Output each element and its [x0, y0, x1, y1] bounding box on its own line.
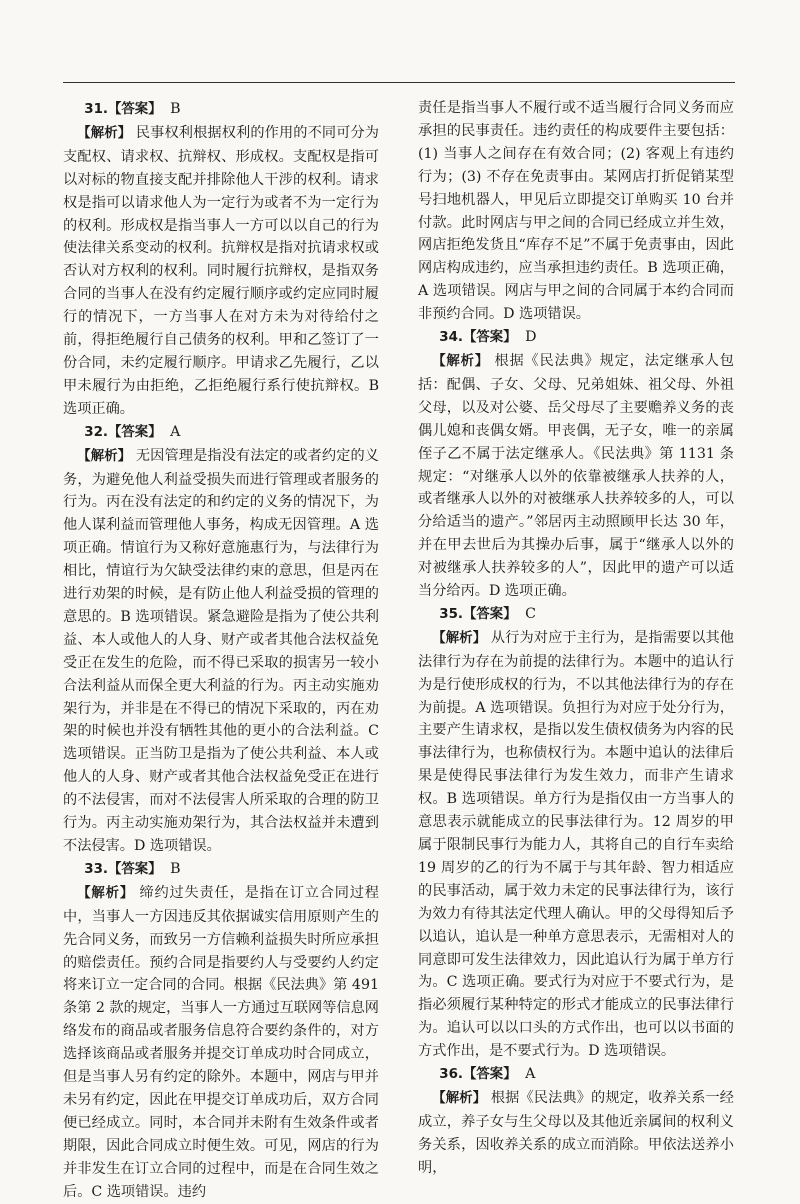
answer-35: [418, 603, 734, 627]
explanation-label: 【解析】: [432, 1090, 487, 1106]
answer-value: A: [525, 1066, 536, 1083]
explanation-32: [63, 445, 379, 858]
answer-34: [418, 326, 734, 350]
explanation-33: [63, 882, 379, 1204]
explanation-text: 根据《民法典》规定，法定继承人包括：配偶、子女、父母、兄弟姐妹、祖父母、外祖父母，以及对公婆、岳父母尽了主要赡养义务的丧偶儿媳和丧偶女婿。甲丧偶，无子女，唯一的亲属侄子乙不属于法定继承人。《民法典》第 1131 条规定：“对继承人以外的依靠被继承人扶养的人，或者继承人以外的对被继承人扶养较多的人，可以分给适当的遗产。”邻居丙主动照顾甲长达 30 年，并在甲去世后为其操办后事，属于“继承人以外的对被继承人扶养较多的人”，因此甲的遗产可以适当分给丙。D 选项正确。: [418, 352, 734, 600]
answer-33: [63, 858, 379, 882]
explanation-text: 无因管理是指没有法定的或者约定的义务，为避免他人利益受损失而进行管理或者服务的行为。丙在没有法定的和约定的义务的情况下，为他人谋利益而管理他人事务，构成无因管理。A 选项正确。情谊行为又称好意施惠行为，与法律行为相比，情谊行为欠缺受法律约束的意思，但是丙在进行劝架的时候，是有防止他人利益受损的管理的意思的。B 选项错误。紧急避险是指为了使公共利益、本人或他人的人身、财产或者其他合法权益免受正在发生的危险，而不得已采取的损害另一较小合法利益从而保全更大利益的行为。丙主动实施劝架行为，并非是在不得已的情况下采取的，丙在劝架的时候也并没有牺牲其他的更小的合法利益。C 选项错误。正当防卫是指为了使公共利益、本人或他人的人身、财产或者其他合法权益免受正在进行的不法侵害，而对不法侵害人所采取的合理的防卫行为。丙主动实施劝架行为，其合法权益并未遭到不法侵害。D 选项错误。: [63, 447, 379, 854]
answer-label: 36.【答案】: [439, 1067, 517, 1083]
answer-label: 35.【答案】: [439, 606, 517, 622]
explanation-text: 根据《民法典》的规定，收养关系一经成立，养子女与生父母以及其他近亲属间的权利义务关系，因收养关系的成立而消除。甲依法送养小明，: [418, 1089, 734, 1176]
answer-31: [63, 98, 379, 122]
header-rule: [63, 82, 735, 83]
explanation-label: 【解析】: [77, 448, 132, 464]
explanation-label: 【解析】: [432, 630, 487, 646]
answer-label: 31.【答案】: [84, 102, 162, 117]
answer-36: [418, 1063, 734, 1087]
answer-label: 33.【答案】: [84, 861, 162, 877]
answer-value: C: [525, 605, 536, 622]
explanation-label: 【解析】: [77, 125, 132, 141]
answer-value: D: [525, 329, 537, 346]
answer-32: [63, 421, 379, 445]
explanation-label: 【解析】: [77, 885, 135, 901]
explanation-label: 【解析】: [432, 353, 490, 369]
answer-value: A: [170, 423, 181, 440]
explanation-36: [418, 1087, 734, 1180]
explanation-31: [63, 122, 379, 421]
explanation-34: [418, 350, 734, 603]
answer-label: 32.【答案】: [84, 424, 162, 440]
left-column: [63, 98, 379, 1200]
explanation-33-continued: 责任是指当事人不履行或不适当履行合同义务而应承担的民事责任。违约责任的构成要件主要包括：(1) 当事人之间存在有效合同；(2) 客观上有违约行为；(3) 不存在免责事由。某网店打折促销某型号扫地机器人，甲见后立即提交订单购买 10 台并付款。此时网店与甲之间的合同已经成立并生效，网店拒绝发货且“库存不足”不属于免责事由，因此网店构成违约，应当承担违约责任。B 选项正确，A 选项错误。网店与甲之间的合同属于本约合同而非预约合同。D 选项错误。: [418, 100, 734, 323]
answer-value: B: [170, 860, 181, 877]
answer-label: 34.【答案】: [439, 330, 517, 346]
right-column: [418, 97, 734, 1176]
explanation-35: [418, 627, 734, 1063]
explanation-text: 从行为对应于主行为，是指需要以其他法律行为存在为前提的法律行为。本题中的追认行为是行使形成权的行为，不以其他法律行为的存在为前提。A 选项错误。负担行为对应于处分行为，主要产生请求权，是指以发生债权债务为内容的民事法律行为，也称债权行为。本题中追认的法律后果是使得民事法律行为发生效力，而非产生请求权。B 选项错误。单方行为是指仅由一方当事人的意思表示就能成立的民事法律行为。12 周岁的甲属于限制民事行为能力人，其将自己的自行车卖给 19 周岁的乙的行为不属于与其年龄、智力相适应的民事活动，属于效力未定的民事法律行为，该行为效力有待其法定代理人确认。甲的父母得知后予以追认，追认是一种单方意思表示，无需相对人的同意即可发生法律效力，因此追认行为属于单方行为。C 选项正确。要式行为对应于不要式行为，是指必须履行某种特定的形式才能成立的民事法律行为。追认可以以口头的方式作出，也可以以书面的方式作出，是不要式行为。D 选项错误。: [418, 629, 734, 1060]
answer-value: B: [170, 101, 181, 117]
explanation-text: 缔约过失责任，是指在订立合同过程中，当事人一方因违反其依据诚实信用原则产生的先合同义务，而致另一方信赖利益损失时所应承担的赔偿责任。预约合同是指要约人与受要约人约定将来订立一定合同的合同。根据《民法典》第 491 条第 2 款的规定，当事人一方通过互联网等信息网络发布的商品或者服务信息符合要约条件的，对方选择该商品或者服务并提交订单成功时合同成立，但是当事人另有约定的除外。本题中，网店与甲并未另有约定，因此在甲提交订单成功后，双方合同便已经成立。同时，本合同并未附有生效条件或者期限，因此合同成立时便生效。可见，网店的行为并非发生在订立合同的过程中，而是在合同生效之后。C 选项错误。违约: [63, 884, 379, 1200]
explanation-text: 民事权利根据权利的作用的不同可分为支配权、请求权、抗辩权、形成权。支配权是指可以对标的物直接支配并排除他人干涉的权利。请求权是指可以请求他人为一定行为或者不为一定行为的权利。形成权是指当事人一方可以以自己的行为使法律关系变动的权利。抗辩权是指对抗请求权或否认对方权利的权利。同时履行抗辩权，是指双务合同的当事人在没有约定履行顺序或约定应同时履行的情况下，一方当事人在对方未为对待给付之前，得拒绝履行自己债务的权利。甲和乙签订了一份合同，未约定履行顺序。甲请求乙先履行，乙以甲未履行为由拒绝，乙拒绝履行系行使抗辩权。B 选项正确。: [63, 124, 379, 417]
